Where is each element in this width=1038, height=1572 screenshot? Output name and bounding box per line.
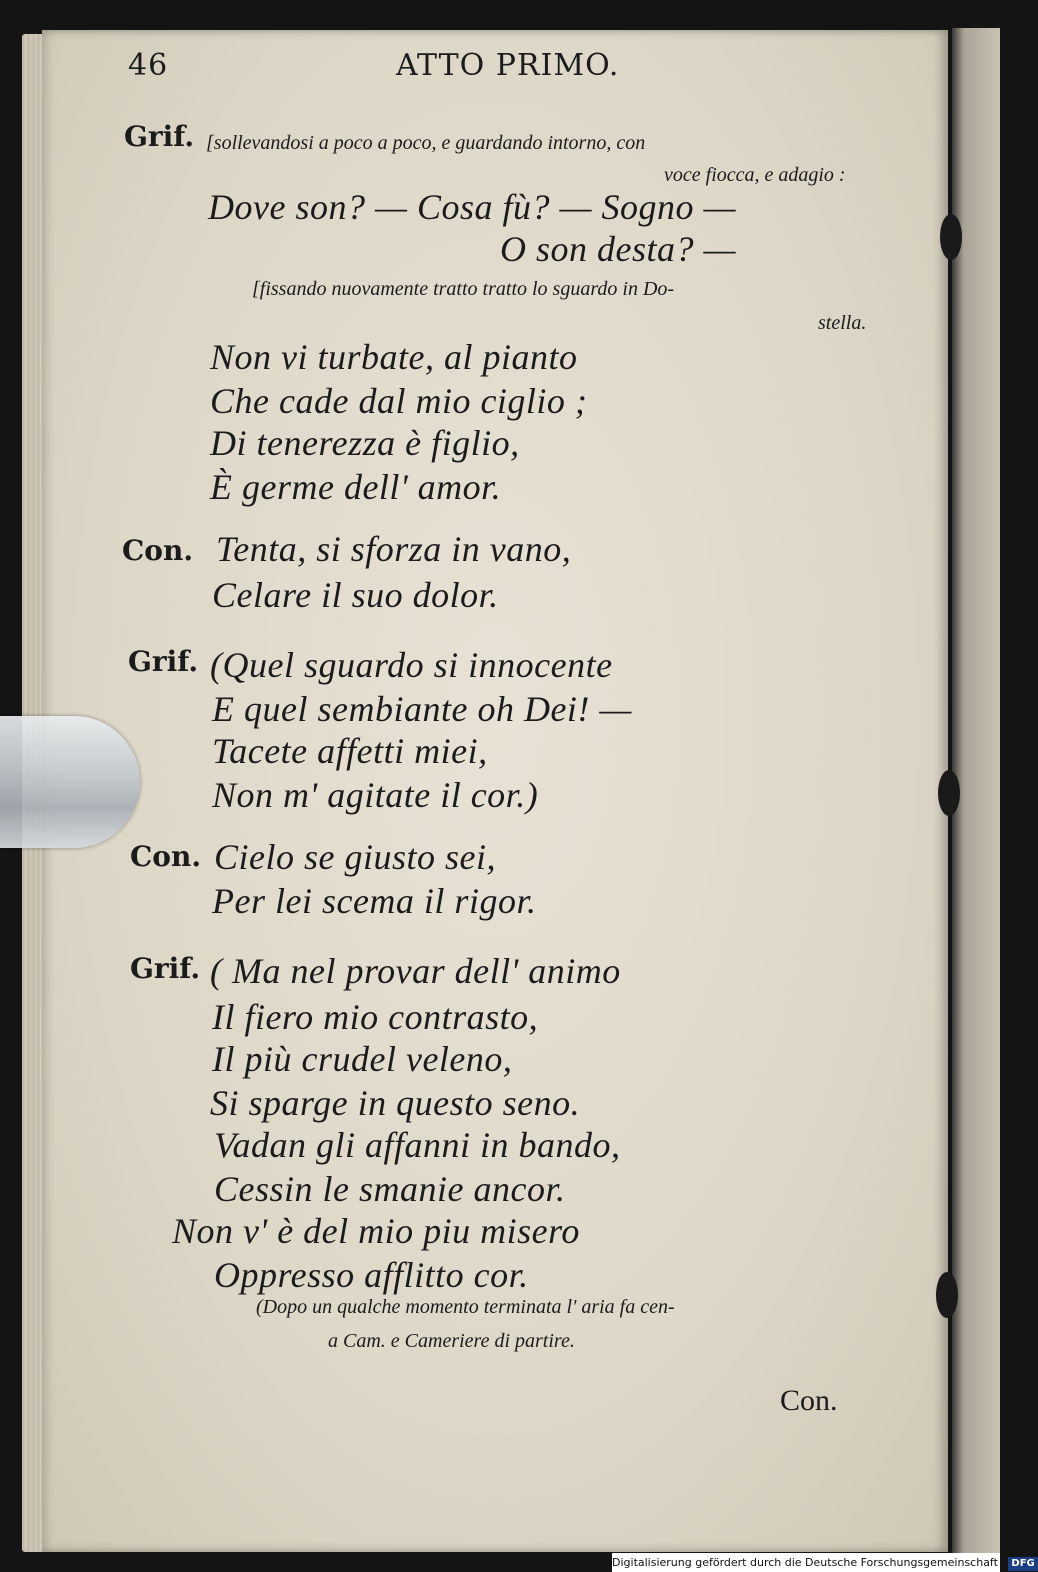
stage-direction: stella.	[818, 312, 867, 334]
verse-line: Cessin le smanie ancor.	[214, 1169, 566, 1209]
binding-notch	[936, 1272, 958, 1318]
verse-line: O son desta? —	[500, 229, 737, 269]
verse-line: Non m' agitate il cor.)	[212, 775, 539, 815]
page-holder-clip	[0, 716, 140, 848]
stage-direction: [fissando nuovamente tratto tratto lo sguardo in Do-	[252, 278, 675, 300]
page-number: 46	[128, 48, 169, 83]
digitization-credit	[612, 1553, 1035, 1572]
verse-line: ( Ma nel provar dell' animo	[210, 951, 621, 991]
binding-notch	[938, 770, 960, 816]
verse-line: Celare il suo dolor.	[212, 575, 499, 615]
verse-line: Tenta, si sforza in vano,	[216, 529, 572, 569]
verse-line: Di tenerezza è figlio,	[210, 423, 520, 463]
speaker-label: Con.	[122, 534, 194, 567]
footer-text: Digitalisierung gefördert durch die Deutsche Forschungsgemeinschaft -	[612, 1556, 1006, 1569]
verse-line: (Quel sguardo si innocente	[210, 645, 613, 685]
verse-line: Il fiero mio contrasto,	[212, 997, 539, 1037]
stage-direction: a Cam. e Cameriere di partire.	[328, 1330, 575, 1352]
verse-line: Il più crudel veleno,	[212, 1039, 513, 1079]
verse-line: Oppresso afflitto cor.	[214, 1255, 529, 1295]
verse-line: Si sparge in questo seno.	[210, 1083, 581, 1123]
stage-direction: (Dopo un qualche momento terminata l' aria fa cen-	[256, 1296, 675, 1318]
verse-line: E quel sembiante oh Dei! —	[212, 689, 632, 729]
binding-notch	[940, 214, 962, 260]
verse-line: Non vi turbate, al pianto	[210, 337, 578, 377]
verse-line: Per lei scema il rigor.	[212, 881, 537, 921]
verse-line: È germe dell' amor.	[210, 467, 502, 507]
verse-line: Non v' è del mio piu misero	[172, 1211, 580, 1251]
speaker-label: Grif.	[130, 952, 201, 985]
stage-direction: voce fiocca, e adagio :	[664, 164, 846, 186]
verse-line: Dove son? — Cosa fù? — Sogno —	[208, 187, 737, 227]
dfg-logo: DFG	[1008, 1557, 1037, 1571]
verse-line: Che cade dal mio ciglio ;	[210, 381, 588, 421]
verse-line: Tacete affetti miei,	[212, 731, 488, 771]
running-title: ATTO PRIMO.	[396, 48, 620, 83]
verse-line: Vadan gli affanni in bando,	[214, 1125, 621, 1165]
stage-direction: [sollevandosi a poco a poco, e guardando intorno, con	[206, 132, 646, 154]
verse-line: Cielo se giusto sei,	[214, 837, 496, 877]
speaker-label: Grif.	[124, 120, 195, 153]
speaker-label: Con.	[130, 840, 202, 873]
speaker-label: Grif.	[128, 645, 199, 678]
catchword: Con.	[780, 1384, 838, 1417]
